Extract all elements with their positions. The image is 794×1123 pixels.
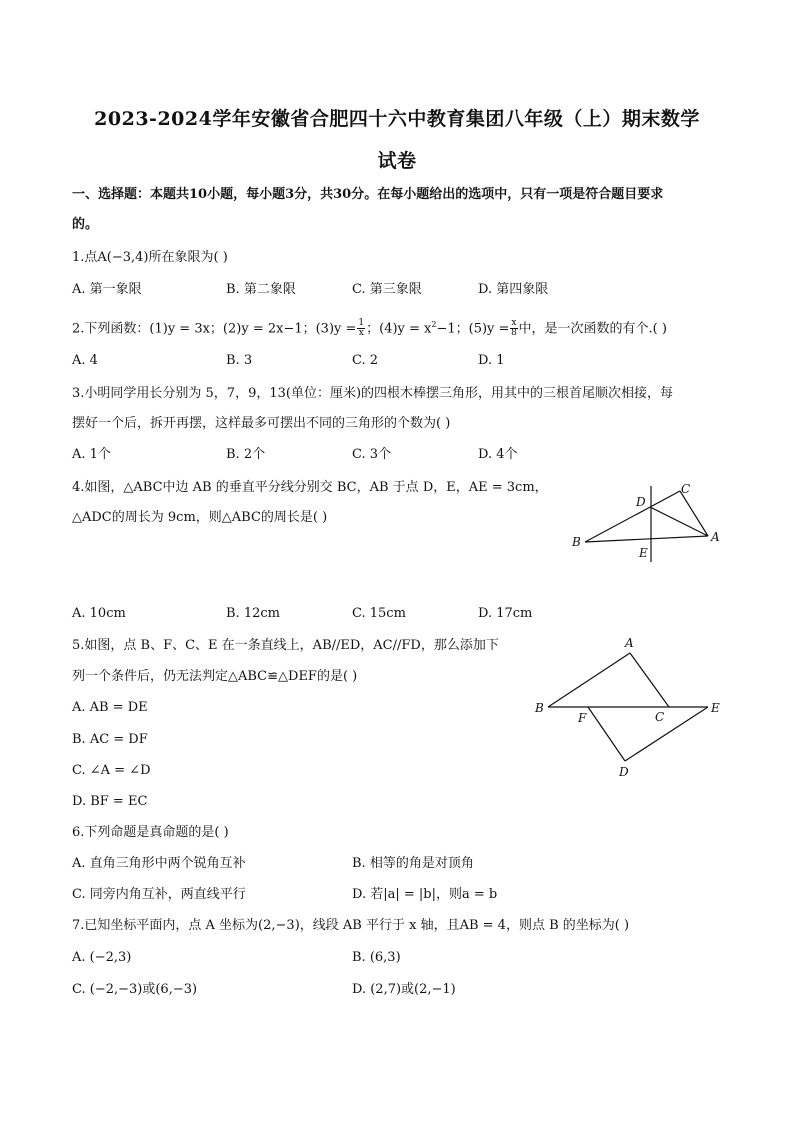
question-3-stem: 3.小明同学用长分别为 5，7，9，13(单位：厘米)的四根木棒摆三角形，用其中的三根首尾顺次相接，每 — [72, 386, 674, 401]
exam-title-line2: 试卷 — [377, 150, 417, 172]
point-label-d: D — [619, 765, 629, 779]
question-4-option-c[interactable]: C. 15cm — [352, 606, 406, 621]
point-label-e: E — [711, 701, 720, 715]
section1-instructions-cont: 的。 — [72, 217, 99, 232]
question-2-stem — [72, 316, 667, 338]
question-1-option-b[interactable]: B. 第二象限 — [226, 282, 296, 297]
question-1-stem: 1.点A(−3,4)所在象限为( ) — [72, 250, 228, 265]
question-6-option-a[interactable]: A. 直角三角形中两个锐角互补 — [72, 856, 246, 871]
question-7-option-d[interactable]: D. (2,7)或(2,−1) — [352, 982, 456, 997]
question-7-option-b[interactable]: B. (6,3) — [352, 950, 401, 965]
question-3-option-d[interactable]: D. 4个 — [478, 447, 518, 462]
point-label-e: E — [639, 546, 648, 560]
segment-ac — [630, 653, 669, 707]
point-label-a: A — [625, 636, 634, 650]
question-3-option-a[interactable]: A. 1个 — [72, 447, 111, 462]
question-4-stem-cont: △ADC的周长为 9cm，则△ABC的周长是( ) — [72, 510, 328, 525]
question-3-option-c[interactable]: C. 3个 — [352, 447, 392, 462]
question-6-stem: 6.下列命题是真命题的是( ) — [72, 825, 229, 840]
question-2-option-b[interactable]: B. 3 — [226, 353, 253, 368]
fraction-x-over-8: $\frac{x}{8}$ — [511, 318, 517, 339]
point-label-a: A — [711, 530, 720, 544]
segment-ab — [548, 653, 630, 707]
segment-bc — [585, 491, 680, 542]
segment-fd — [588, 707, 625, 761]
point-label-d: D — [636, 495, 646, 509]
question-5-option-c[interactable]: C. ∠A = ∠D — [72, 763, 151, 778]
segment-de — [625, 707, 708, 761]
question-4-option-b[interactable]: B. 12cm — [226, 606, 280, 621]
question-1-option-c[interactable]: C. 第三象限 — [352, 282, 422, 297]
question-5-stem-cont: 列一个条件后，仍无法判定△ABC≌△DEF的是( ) — [72, 669, 358, 684]
question-3-option-b[interactable]: B. 2个 — [226, 447, 266, 462]
question-1-option-a[interactable]: A. 第一象限 — [72, 282, 142, 297]
point-label-c: C — [681, 482, 691, 496]
question-2-option-d[interactable]: D. 1 — [478, 353, 505, 368]
question-3-stem-cont: 摆好一个后，拆开再摆，这样最多可摆出不同的三角形的个数为( ) — [72, 416, 451, 431]
question-2-stem-part-c: −1；(5)y = — [436, 321, 510, 337]
point-label-c: C — [655, 710, 665, 724]
question-4-figure — [560, 478, 735, 568]
question-7-option-a[interactable]: A. (−2,3) — [72, 950, 132, 965]
question-2-stem-part-b: ；(4)y = x — [366, 321, 432, 337]
question-5-option-a[interactable]: A. AB = DE — [72, 700, 148, 715]
question-6-option-c[interactable]: C. 同旁内角互补，两直线平行 — [72, 887, 246, 902]
question-5-option-b[interactable]: B. AC = DF — [72, 732, 148, 747]
question-2-option-c[interactable]: C. 2 — [352, 353, 379, 368]
exponent: 2 — [431, 320, 437, 329]
section1-instructions: 一、选择题：本题共10小题，每小题3分，共30分。在每小题给出的选项中，只有一项是符合题目要求 — [72, 187, 664, 202]
question-1-option-d[interactable]: D. 第四象限 — [478, 282, 549, 297]
question-7-option-c[interactable]: C. (−2,−3)或(6,−3) — [72, 982, 198, 997]
question-4-option-a[interactable]: A. 10cm — [72, 606, 126, 621]
question-5-option-d[interactable]: D. BF = EC — [72, 794, 148, 809]
question-4-option-d[interactable]: D. 17cm — [478, 606, 533, 621]
exam-title-line1: 2023-2024学年安徽省合肥四十六中教育集团八年级（上）期末数学 — [94, 108, 700, 130]
question-4-stem: 4.如图，△ABC中边 AB 的垂直平分线分别交 BC，AB 于点 D，E，AE = 3cm， — [72, 480, 548, 495]
point-label-b: B — [572, 535, 581, 549]
question-5-figure — [530, 632, 730, 780]
question-7-stem: 7.已知坐标平面内，点 A 坐标为(2,−3)，线段 AB 平行于 x 轴，且AB = 4，则点 B 的坐标为( ) — [72, 918, 630, 933]
point-label-b: B — [535, 701, 544, 715]
fraction-1-over-x: $\frac{1}{x}$ — [358, 318, 365, 339]
question-2-stem-part-a: 2.下列函数：(1)y = 3x；(2)y = 2x−1；(3)y = — [72, 321, 357, 337]
question-6-option-d[interactable]: D. 若|a| = |b|，则a = b — [352, 887, 498, 902]
point-label-f: F — [578, 711, 587, 725]
question-2-stem-part-d: 中，是一次函数的有个.( ) — [518, 321, 667, 337]
question-5-stem: 5.如图，点 B、F、C、E 在一条直线上，AB//ED，AC//FD，那么添加下 — [72, 638, 499, 653]
question-2-option-a[interactable]: A. 4 — [72, 353, 98, 368]
question-6-option-b[interactable]: B. 相等的角是对顶角 — [352, 856, 474, 871]
segment-ba — [585, 536, 708, 542]
